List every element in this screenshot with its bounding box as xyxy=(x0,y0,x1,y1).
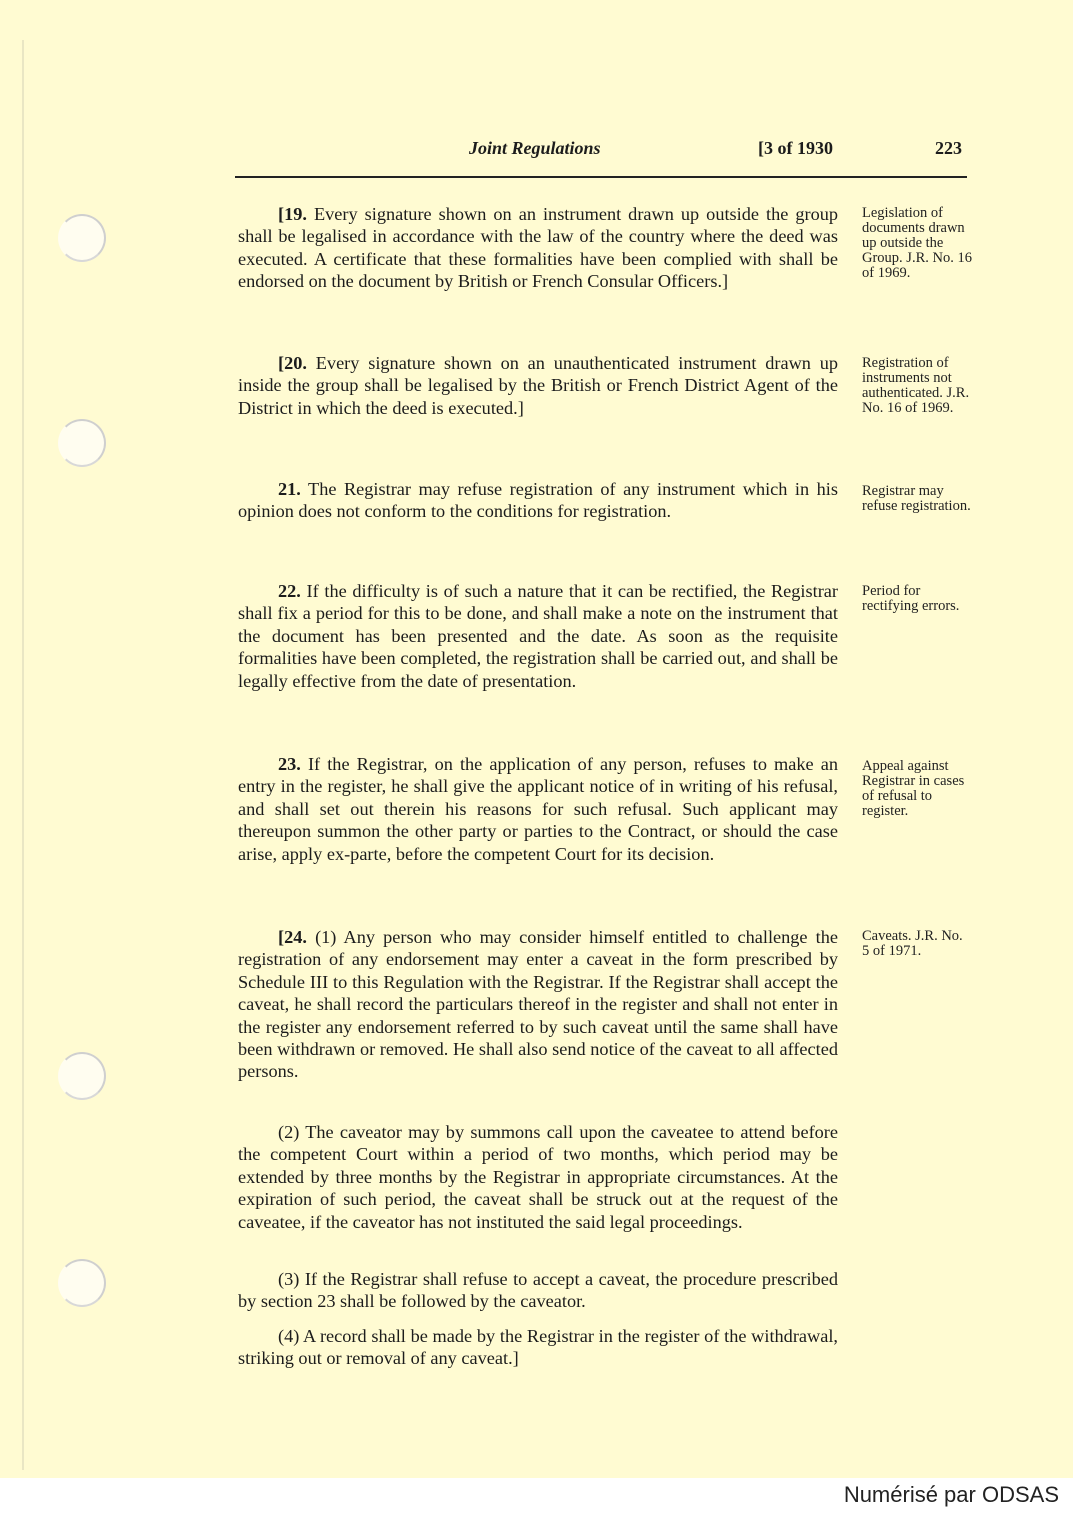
section-text: If the difficulty is of such a nature that it can be rectified, the Registrar shall fix a period for this to be done, and shall make a note on the instrument that the document has been presented and the date. As soon as the requisite formalities have been completed, the registration shall be carried out, and shall be legally effective from the date of presentation. xyxy=(238,581,838,691)
margin-note-21: Registrar may refuse registration. xyxy=(862,483,971,514)
section-text: If the Registrar, on the application of any person, refuses to make an entry in the register, he shall give the applicant notice of in writing of his refusal, and shall set out therein his reasons for such refusal. Such applicant may thereupon summon the other party or parties to the Contract, or should the case arise, apply ex-parte, before the competent Court for its decision. xyxy=(238,754,838,864)
section-text: Every signature shown on an unauthenticated instrument drawn up inside the group shall be legalised by the British or French District Agent of the District in which the deed is executed.] xyxy=(238,353,839,418)
section-number: 21. xyxy=(278,479,301,499)
section-24 xyxy=(238,926,838,1083)
page-edge xyxy=(22,40,24,1470)
section-text: The Registrar may refuse registration of any instrument which in his opinion does not conform to the conditions for registration. xyxy=(238,479,838,522)
header-title: Joint Regulations xyxy=(469,138,601,158)
margin-note-24: Caveats. J.R. No. 5 of 1971. xyxy=(862,928,963,959)
section-22 xyxy=(238,580,838,692)
section-23 xyxy=(238,753,838,865)
punch-hole-4 xyxy=(58,1259,106,1307)
section-20 xyxy=(238,352,838,419)
margin-note-20: Registration of instruments not authenticated. J.R. No. 16 of 1969. xyxy=(862,355,970,416)
section-21 xyxy=(238,478,838,523)
subsection-24-2: (2) The caveator may by summons call upon the caveatee to attend before the competent Court within a period of two months, which period may be extended by three months by the Registrar in appropriate circumstances. At the expiration of such period, the caveat shall be struck out at the request of the caveatee, if the caveator has not instituted the said legal proceedings. xyxy=(238,1122,838,1232)
section-19 xyxy=(238,203,838,293)
section-text: Every signature shown on an instrument drawn up outside the group shall be legalised in accordance with the law of the country where the deed was executed. A certificate that these formalities have been complied with shall be endorsed on the document by British or French Consular Officers.] xyxy=(238,204,838,292)
section-number: 22. xyxy=(278,581,301,601)
section-number: 23. xyxy=(278,754,301,774)
subsection-24-4: (4) A record shall be made by the Registrar in the register of the withdrawal, striking out or removal of any caveat.] xyxy=(238,1326,838,1369)
section-number: [20. xyxy=(278,353,307,373)
punch-hole-1 xyxy=(58,214,106,262)
section-number: [24. xyxy=(278,927,307,947)
header-reference: [3 of 1930 xyxy=(758,138,833,158)
punch-hole-2 xyxy=(58,419,106,467)
running-header xyxy=(235,136,967,178)
margin-note-23: Appeal against Registrar in cases of refusal to register. xyxy=(862,758,965,819)
section-text: (1) Any person who may consider himself entitled to challenge the registration of any endorsement may enter a caveat in the form prescribed by Schedule III to this Regulation with the Registrar. If the Registrar shall accept the caveat, he shall record the particulars thereof in the register and shall not enter in the register any endorsement referred to by such caveat until the same shall have been withdrawn or removed. He shall also send notice of the caveat to all affected persons. xyxy=(238,927,838,1082)
margin-note-22: Period for rectifying errors. xyxy=(862,583,960,614)
punch-hole-3 xyxy=(58,1052,106,1100)
scan-credit: Numérisé par ODSAS xyxy=(843,1482,1059,1507)
page-number: 223 xyxy=(935,138,962,158)
section-number: [19. xyxy=(278,204,307,224)
subsection-24-3: (3) If the Registrar shall refuse to accept a caveat, the procedure prescribed by section 23 shall be followed by the caveator. xyxy=(238,1269,838,1312)
margin-note-19: Legislation of documents drawn up outside the Group. J.R. No. 16 of 1969. xyxy=(862,205,972,281)
